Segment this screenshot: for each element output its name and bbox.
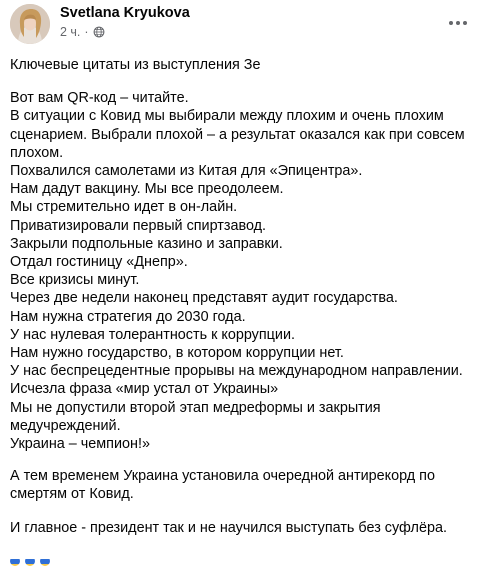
meta-separator: · [84, 25, 89, 39]
post-headline: Ключевые цитаты из выступления Зе [10, 57, 261, 73]
author-name[interactable]: Svetlana Kryukova [60, 5, 190, 21]
quote-line: В ситуации с Ковид мы выбирали между плохим и очень плохим сценарием. Выбрали плохой – а результат оказался как при совсем плохом. [10, 108, 465, 161]
post-comment-antirecord: А тем временем Украина установила очередной антирекорд по смертям от Ковид. [10, 468, 435, 503]
quote-line: Отдал гостиницу «Днепр». [10, 254, 188, 271]
globe-icon [93, 26, 105, 38]
post-meta [60, 25, 105, 39]
post-content [10, 56, 472, 537]
quote-line: Все кризисы минут. [10, 272, 140, 289]
quote-line: Похвалился самолетами из Китая для «Эпицентра». [10, 163, 363, 180]
quote-line: Вот вам QR-код – читайте. [10, 90, 189, 107]
reaction-flags [10, 556, 50, 566]
quote-line: Исчезла фраза «мир устал от Украины» [10, 381, 279, 398]
more-options-icon[interactable] [444, 9, 472, 37]
quote-line: Мы стремительно идет в он-лайн. [10, 199, 238, 216]
flag-icon [10, 556, 20, 566]
quote-line: Нам нужно государство, в котором коррупции нет. [10, 345, 344, 362]
post-comment-teleprompter: И главное - президент так и не научился выступать без суфлёра. [10, 519, 447, 536]
post-timestamp[interactable]: 2 ч. [60, 25, 81, 39]
author-avatar[interactable] [10, 4, 50, 44]
quote-line: У нас нулевая толерантность к коррупции. [10, 326, 295, 343]
quote-line: У нас беспрецедентные прорывы на международном направлении. [10, 363, 463, 380]
flag-icon [40, 556, 50, 566]
quote-line: Через две недели наконец представят аудит государства. [10, 290, 398, 307]
quote-line: Нам дадут вакцину. Мы все преодолеем. [10, 181, 284, 198]
quote-line: Закрыли подпольные казино и заправки. [10, 235, 283, 252]
flag-icon [25, 556, 35, 566]
quote-line: Украина – чемпион!» [10, 436, 150, 453]
quotes-list [10, 89, 472, 453]
quote-line: Приватизировали первый спиртзавод. [10, 217, 267, 234]
quote-line: Мы не допустили второй этап медреформы и закрытия медучреждений. [10, 399, 381, 434]
post-header [10, 3, 472, 47]
quote-line: Нам нужна стратегия до 2030 года. [10, 308, 246, 325]
avatar-image [10, 4, 50, 44]
